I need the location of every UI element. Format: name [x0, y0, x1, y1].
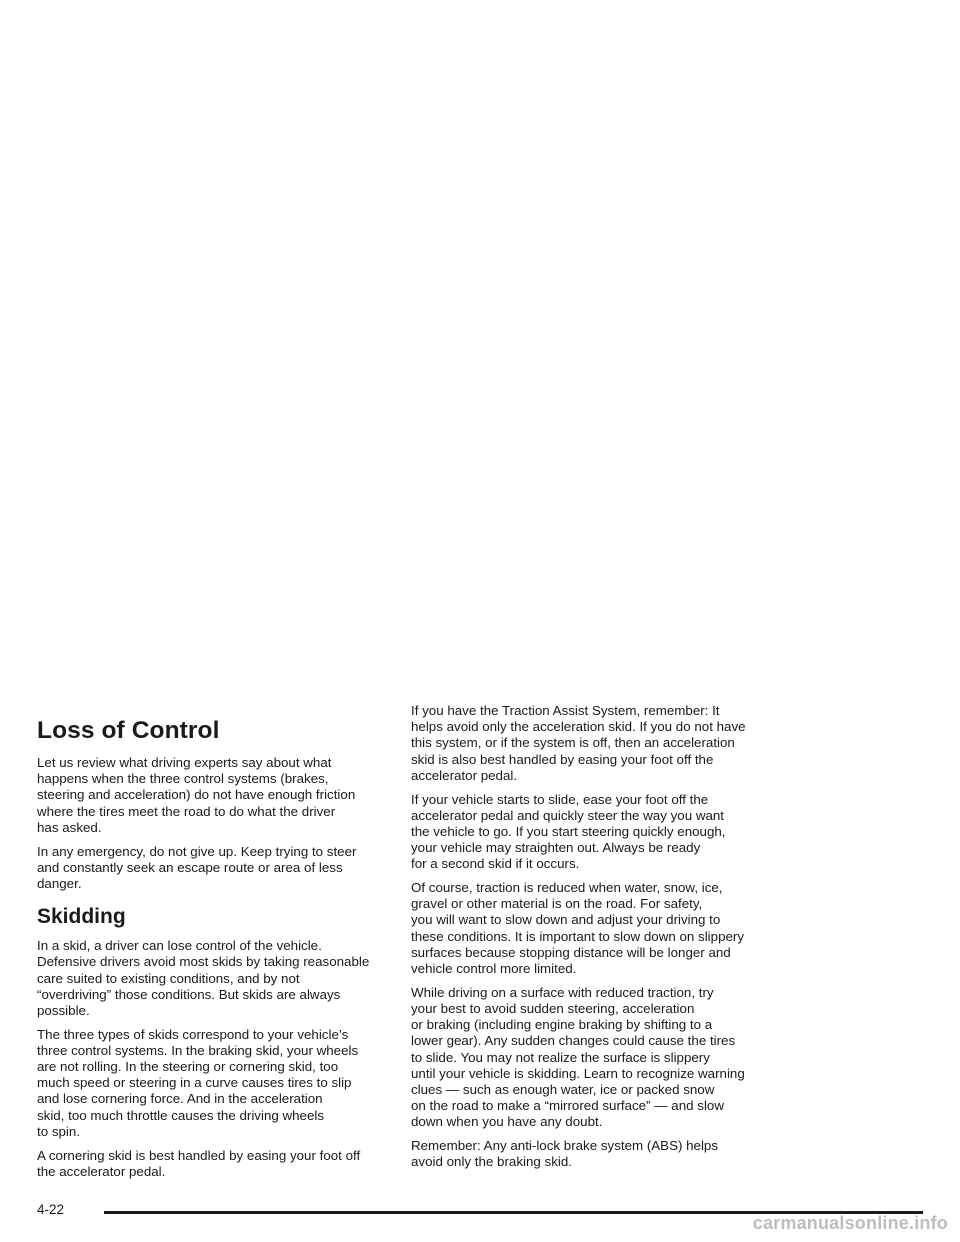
right-column	[411, 703, 789, 1178]
watermark: carmanualsonline.info	[752, 1213, 948, 1233]
paragraph-loss-emergency: In any emergency, do not give up. Keep trying to steer and constantly seek an escape route or area of less danger.	[37, 843, 357, 891]
left-column	[37, 716, 397, 1187]
paragraph-skid-intro: In a skid, a driver can lose control of the vehicle. Defensive drivers avoid most skids by taking reasonable care suited to existing conditions, and by not “overdriving” those conditions. But skids are always possible.	[37, 938, 370, 1018]
paragraph-driving-reduced-traction: While driving on a surface with reduced traction, try your best to avoid sudden steering, acceleration or braking (including engine braking by shifting to a lower gear). Any sudden changes could cause the tires to slide. You may not realize the surface is slippery until your vehicle is skidding. Learn to recognize warning clues — such as enough water, ice or packed snow on the road to make a “mirrored surface” — and slow down when you have any doubt.	[411, 984, 745, 1130]
paragraph-abs-reminder: Remember: Any anti-lock brake system (ABS) helps avoid only the braking skid.	[411, 1138, 719, 1170]
paragraph-loss-intro: Let us review what driving experts say about what happens when the three control systems (brakes, steering and acceleration) do not have enough friction where the tires meet the road to do what the driver has asked.	[37, 755, 356, 835]
paragraph-reduced-traction: Of course, traction is reduced when water, snow, ice, gravel or other material is on the road. For safety, you will want to slow down and adjust your driving to these conditions. It is important to slow down on slippery surfaces because stopping distance will be longer and vehicle control more limited.	[411, 880, 745, 977]
page-number: 4-22	[37, 1202, 65, 1217]
paragraph-cornering-skid: A cornering skid is best handled by easing your foot off the accelerator pedal.	[37, 1147, 361, 1179]
paragraph-traction-assist: If you have the Traction Assist System, remember: It helps avoid only the acceleration skid. If you do not have this system, or if the system is off, then an acceleration skid is also best handled by easing your foot off the accelerator pedal.	[411, 703, 746, 783]
heading-skidding: Skidding	[37, 905, 126, 929]
heading-loss-of-control: Loss of Control	[37, 717, 220, 744]
paragraph-skid-types: The three types of skids correspond to your vehicle’s three control systems. In the braking skid, your wheels are not rolling. In the steering or cornering skid, too much speed or steering in a curve causes tires to slip and lose cornering force. And in the acceleration skid, too much throttle causes the driving wheels to spin.	[37, 1026, 359, 1139]
paragraph-vehicle-slide: If your vehicle starts to slide, ease your foot off the accelerator pedal and quickly steer the way you want the vehicle to go. If you start steering quickly enough, your vehicle may straighten out. Always be ready for a second skid if it occurs.	[411, 791, 726, 872]
